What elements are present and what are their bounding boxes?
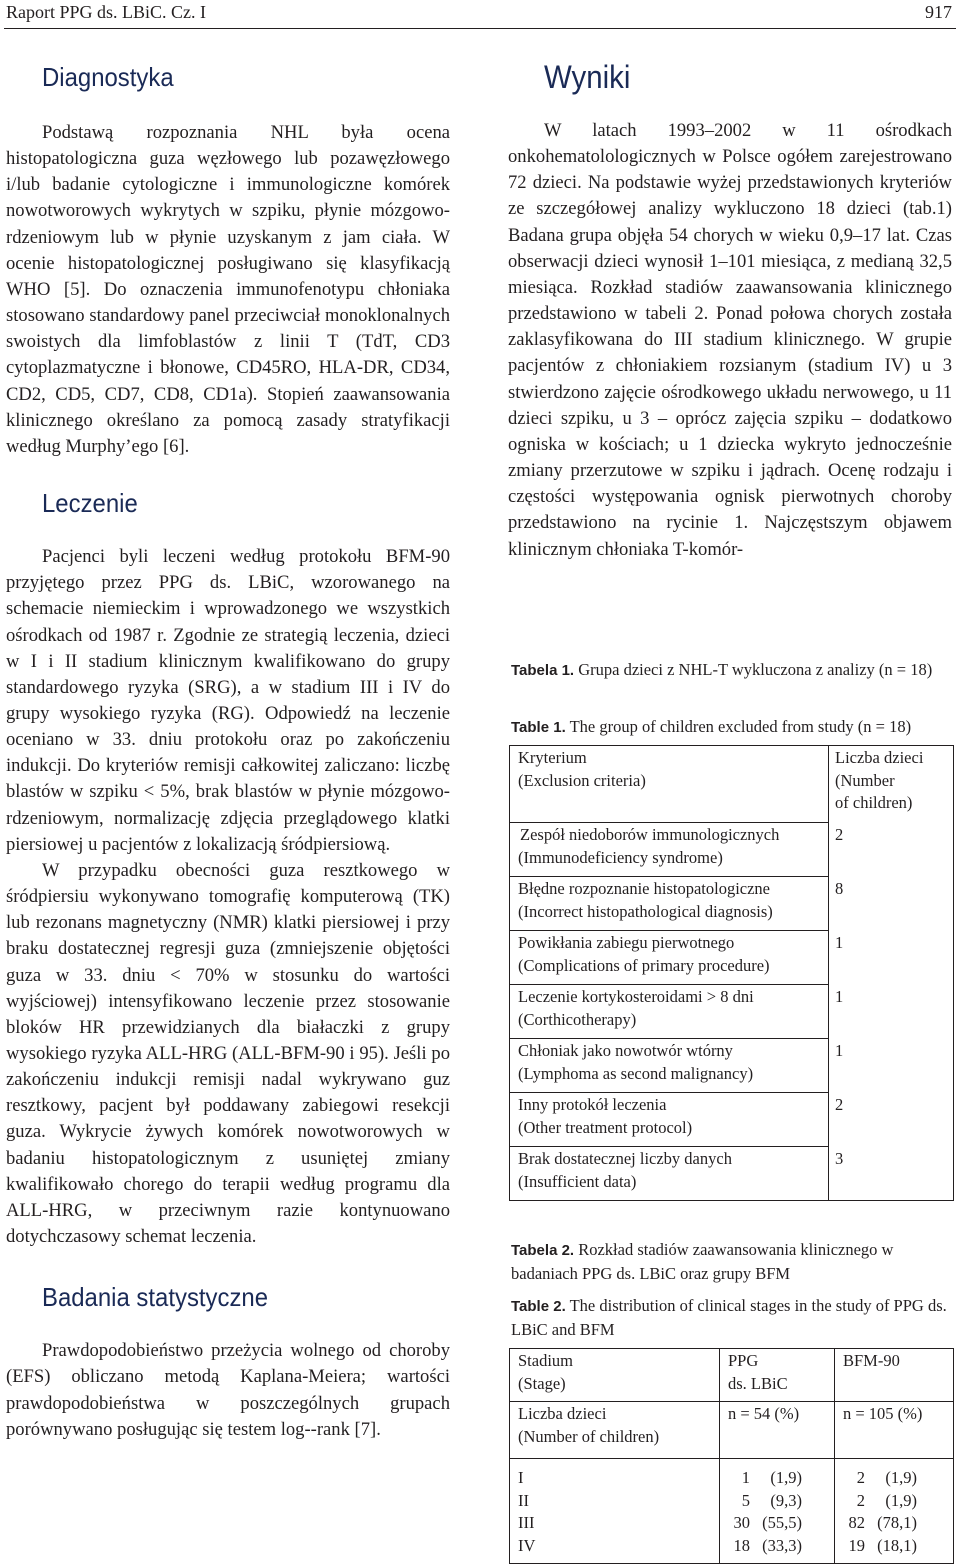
table-row xyxy=(510,877,954,931)
table1-caption-en-label: Table 1. xyxy=(511,719,566,736)
table2-ppg-values xyxy=(720,1459,835,1564)
table2-header-row xyxy=(510,1349,954,1402)
table-row xyxy=(510,985,954,1039)
table1-caption-en-text: The group of children excluded from study (n = 18) xyxy=(565,717,912,736)
table2-stage-name: IV xyxy=(518,1535,536,1555)
table2-bfm-pct: (18,1) xyxy=(877,1535,917,1555)
paragraph-diagnostyka: Podstawą rozpoznania NHL była ocena histopatologiczna guza węzłowego lub pozawęzłowego i/lub badanie cytologiczne i immunologiczne komórek nowotworowych wykrytych w szpiku, płynie mózgowo-rdzeniowym lub w płynie uzyskanym z jam ciała. W ocenie histopatologicznej posługiwano się klasyfikacją WHO [5]. Do oznaczenia immunofenotypu chłoniaka stosowano standardowy panel przeciwciał monoklonalnych swoistych dla limfoblastów z linii T (TdT, CD3 cytoplazmatyczne i błonowe, CD45RO, HLA-DR, CD34, CD2, CD5, CD7, CD8, CD1a). Stopień zaawansowania klinicznego określano za pomocą zasady stratyfikacji według Murphy’ego [6]. xyxy=(6,122,450,457)
table2-header-bfm-l1: BFM-90 xyxy=(843,1351,900,1370)
table2-bfm-n: 19 xyxy=(848,1535,865,1555)
table2-ppg-value xyxy=(722,1467,828,1490)
paragraph-leczenie-1: Pacjenci byli leczeni według protokołu BFM-90 przyjętego przez PPG ds. LBiC, wzorowanego na schemacie niemieckim i wprowadzonego we wszystkich ośrodkach od 1987 r. Zgodnie ze strategią leczenia, dzieci w I i II stadium klinicznym kwalifikowano do grupy standardowego ryzyka (SRG), a w stadium III i IV do grupy wysokiego ryzyka (RG). Odpowiedź na leczenie oceniano w 33. dniu protokołu oraz po zakończeniu indukcji. Do kryteriów remisji całkowitej zaliczano: liczbę blastów w szpiku < 5%, brak blastów w płynie mózgowo-rdzeniowym, normalizację zdjęcia przeglądowego klatki piersiowej u pacjentów z lokalizacją śródpiersiową. xyxy=(6,546,450,855)
table2-ppg-n: 18 xyxy=(733,1535,750,1555)
table1-criterion-cell xyxy=(510,931,829,985)
table1-criterion-pl: Inny protokół leczenia xyxy=(518,1095,667,1114)
table1-criterion-pl: Powikłania zabiegu pierwotnego xyxy=(518,933,735,952)
table2-count-ppg: n = 54 (%) xyxy=(720,1402,835,1459)
table2-bfm-n: 82 xyxy=(848,1513,865,1532)
table-row xyxy=(510,823,954,877)
paragraph-leczenie-2: W przypadku obecności guza resztkowego w śródpiersiu wykonywano tomografię komputerową (TK) lub rezonans magnetyczny (NMR) klatki piersiowej i przy braku dostatecznej regresji guza (zmniejszenie objętości guza w 33. dniu < 70% w stosunku do wartości wyjściowej) intensyfikowano leczenie przez stosowanie bloków HR przewidzianych dla białaczki z grupy wysokiego ryzyka ALL-HRG (ALL-BFM-90 i 95). Jeśli po zakończeniu indukcji remisji nadal wykrywano guz resztkowy, pacjent był poddawany zabiegowi resekcji guza. Wykrycie żywych komórek nowotworowych w badaniu histopatologicznym z usuniętej zmiany kwalifikowało chorego do terapii według programu dla ALL-HRG, w przeciwnym razie kontynuowano dotychczasowy schemat leczenia. xyxy=(6,859,450,1248)
table2-stage-name: III xyxy=(518,1513,535,1532)
table1-header-criterion-pl: Kryterium xyxy=(518,748,587,767)
table2-bfm-pct: (1,9) xyxy=(885,1468,917,1487)
table2-ppg-n: 5 xyxy=(741,1490,750,1510)
right-column xyxy=(508,54,952,563)
table2-ppg-pct: (9,3) xyxy=(770,1490,802,1510)
table2-stage-name: I xyxy=(518,1468,524,1487)
table1-criterion-pl: Brak dostatecznej liczby danych xyxy=(518,1149,732,1168)
table1-criterion-pl: Zespół niedoborów immunologicznych xyxy=(520,825,780,844)
table2-bfm-value xyxy=(843,1512,947,1535)
table1-criterion-cell xyxy=(510,1147,829,1201)
table1-criterion-pl: Chłoniak jako nowotwór wtórny xyxy=(518,1041,733,1060)
table1-count-cell: 1 xyxy=(829,931,954,985)
table1-count-cell: 1 xyxy=(829,985,954,1039)
table2-ppg-pct: (55,5) xyxy=(762,1513,802,1532)
table2-count-label xyxy=(510,1402,720,1459)
table1-header-criterion xyxy=(510,746,829,823)
table2-stage-name: II xyxy=(518,1490,529,1510)
table2-caption-pl xyxy=(511,1238,956,1285)
table1-caption-pl-label: Tabela 1. xyxy=(511,662,575,679)
table2-stage-names xyxy=(510,1459,720,1564)
table1-count-cell: 8 xyxy=(829,877,954,931)
table1-criterion-cell xyxy=(510,1093,829,1147)
table1-count-cell: 2 xyxy=(829,823,954,877)
table2-ppg-n: 1 xyxy=(741,1468,750,1487)
table-row xyxy=(510,1093,954,1147)
table2-ppg-value xyxy=(722,1512,828,1535)
table2-header-stage-pl: Stadium xyxy=(518,1351,574,1370)
table1-criterion-en: (Incorrect histopathological diagnosis) xyxy=(518,901,773,921)
header-rule xyxy=(4,28,956,29)
table2-header-stage-en: (Stage) xyxy=(518,1373,566,1393)
table2-bfm-n: 2 xyxy=(856,1468,865,1487)
table2-caption-en-label: Table 2. xyxy=(511,1298,566,1315)
table-row xyxy=(510,931,954,985)
table2-ppg-pct: (33,3) xyxy=(762,1535,802,1555)
table1-criterion-pl: Błędne rozpoznanie histopatologiczne xyxy=(518,879,770,898)
table2-bfm-n: 2 xyxy=(856,1490,865,1510)
table2-caption-en-text: The distribution of clinical stages in the study of PPG ds. LBiC and BFM xyxy=(511,1296,947,1339)
table1-criterion-cell xyxy=(510,823,829,877)
page-number: 917 xyxy=(925,2,952,22)
paragraph-wyniki: W latach 1993–2002 w 11 ośrodkach onkohematolologicznych w Polsce ogółem zarejestrowano 72 dzieci. Na podstawie wyżej przedstawionych kryteriów ze szczegółowej analizy wykluczono 18 dzieci (tab.1) Badana grupa objęła 54 chorych w wieku 0,9–17 lat. Czas obserwacji dzieci wynosił 1–101 miesiąca, z medianą 32,5 miesiąca. Rozkład stadiów zaawansowania klinicznego przedstawiono w tabeli 2. Ponad połowa chorych została zaklasyfikowana do III stadium klinicznego. W grupie pacjentów z chłoniakiem rozsianym (stadium IV) u 3 stwierdzono zajęcie ośrodkowego układu nerwowego, u 11 dzieci szpiku, u 3 – oprócz zajęcia szpiku – dodatkowo ogniska w kościach; u 1 dziecka wykryto jednocześnie zmiany przerzutowe w szpiku i jądrach. Ocenę rodzaju i częstości występowania ognisk pierwotnych choroby przedstawiono na rycinie 1. Najczęstszym objawem klinicznym chłoniaka T-komór- xyxy=(508,120,952,560)
table2-ppg-pct: (1,9) xyxy=(770,1468,802,1487)
table2-bfm-values xyxy=(835,1459,954,1564)
table2-header-bfm xyxy=(835,1349,954,1402)
table2-count-bfm: n = 105 (%) xyxy=(835,1402,954,1459)
table1-criterion-en: (Complications of primary procedure) xyxy=(518,955,770,975)
table2-caption-en xyxy=(511,1294,956,1341)
table2-ppg-n: 30 xyxy=(733,1513,750,1532)
table2-header-stage xyxy=(510,1349,720,1402)
table-row xyxy=(510,1147,954,1201)
table2-bfm-value xyxy=(843,1467,947,1490)
table1-header-count-l3: of children) xyxy=(835,793,913,812)
table2-header-ppg xyxy=(720,1349,835,1402)
table2-caption-pl-text: Rozkład stadiów zaawansowania klinicznego w badaniach PPG ds. LBiC oraz grupy BFM xyxy=(511,1240,894,1283)
table2-count-row xyxy=(510,1402,954,1459)
table1-caption-pl-text: Grupa dzieci z NHL-T wykluczona z analizy (n = 18) xyxy=(574,660,933,679)
table1-criterion-cell xyxy=(510,1039,829,1093)
paragraph-statystyka: Prawdopodobieństwo przeżycia wolnego od choroby (EFS) obliczano metodą Kaplana-Meiera; wartości prawdopodobieństwa w poszczególnych grupach porównywano posługując się testem log--rank [7]. xyxy=(6,1340,450,1440)
table1-header-count-l1: Liczba dzieci xyxy=(835,748,924,767)
table1-criterion-en: (Immunodeficiency syndrome) xyxy=(518,847,723,867)
table2-ppg-value xyxy=(722,1490,828,1513)
table2-bfm-value xyxy=(843,1535,947,1558)
table1-count-cell: 3 xyxy=(829,1147,954,1201)
table2-bfm-pct: (78,1) xyxy=(877,1513,917,1532)
table1-criterion-pl: Leczenie kortykosteroidami > 8 dni xyxy=(518,987,754,1006)
table-row xyxy=(510,1039,954,1093)
running-title: Raport PPG ds. LBiC. Cz. I xyxy=(6,2,207,22)
table2-header-ppg-l1: PPG xyxy=(728,1351,759,1370)
table1-header-count xyxy=(829,746,954,823)
table1-criterion-en: (Corthicotherapy) xyxy=(518,1009,637,1029)
table1-criterion-en: (Other treatment protocol) xyxy=(518,1117,693,1137)
table2-clinical-stages xyxy=(509,1348,954,1564)
table1-criterion-en: (Insufficient data) xyxy=(518,1171,637,1191)
table1-header-row xyxy=(510,746,954,823)
table2-ppg-value xyxy=(722,1535,828,1558)
table2-stages-row xyxy=(510,1459,954,1564)
table2-count-label-pl: Liczba dzieci xyxy=(518,1404,607,1423)
table1-header-count-l2: (Number xyxy=(835,770,895,790)
table2-caption-pl-label: Tabela 2. xyxy=(511,1242,575,1259)
table1-caption-pl xyxy=(511,658,956,682)
table2-bfm-value xyxy=(843,1490,947,1513)
heading-diagnostyka: Diagnostyka xyxy=(42,62,174,92)
table2-count-label-en: (Number of children) xyxy=(518,1426,660,1446)
table1-caption-en xyxy=(511,715,960,739)
table1-count-cell: 1 xyxy=(829,1039,954,1093)
table1-header-criterion-en: (Exclusion criteria) xyxy=(518,770,646,790)
table1-criterion-en: (Lymphoma as second malignancy) xyxy=(518,1063,754,1083)
table2-header-ppg-l2: ds. LBiC xyxy=(728,1373,788,1393)
table1-exclusion-criteria xyxy=(509,745,954,1201)
left-column xyxy=(6,54,450,1443)
heading-leczenie: Leczenie xyxy=(42,488,138,519)
heading-badania-statystyczne: Badania statystyczne xyxy=(42,1282,269,1313)
table1-criterion-cell xyxy=(510,985,829,1039)
table2-bfm-pct: (1,9) xyxy=(885,1490,917,1510)
heading-wyniki: Wyniki xyxy=(544,59,631,95)
table1-criterion-cell xyxy=(510,877,829,931)
table1-count-cell: 2 xyxy=(829,1093,954,1147)
